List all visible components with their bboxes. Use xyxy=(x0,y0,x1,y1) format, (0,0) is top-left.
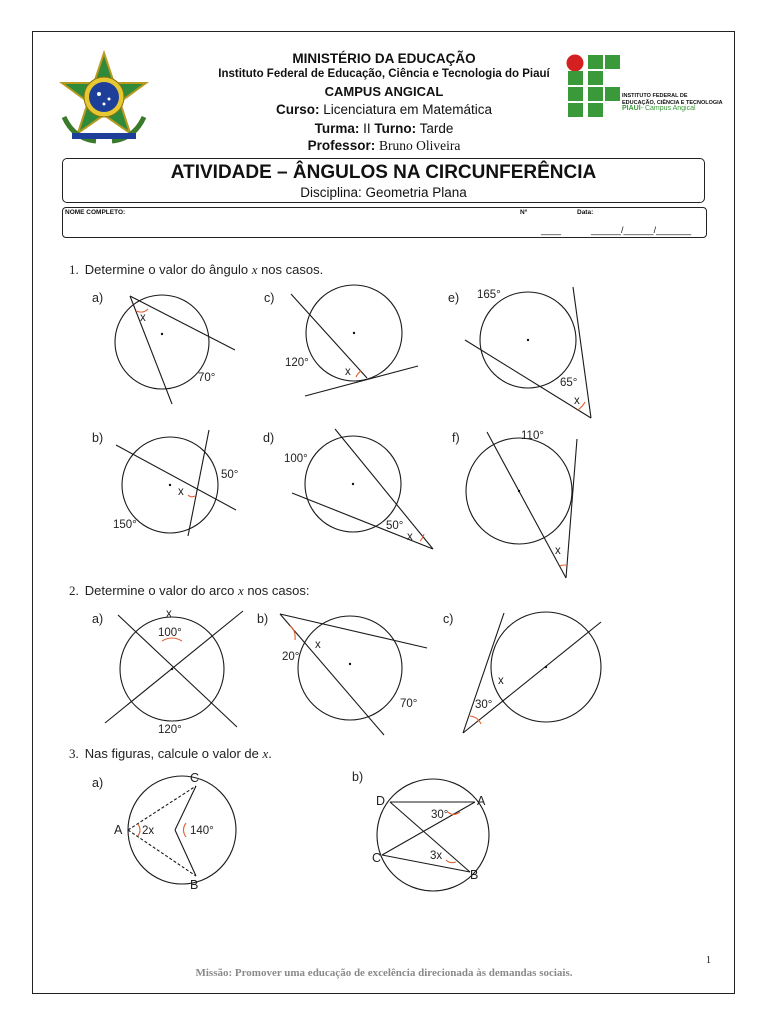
question-1-var: x xyxy=(251,262,258,277)
professor-value: Bruno Oliveira xyxy=(378,138,461,153)
figure-q1-b-tag: b) xyxy=(92,431,104,445)
question-3-text: Nas figuras, calcule o valor de xyxy=(84,746,263,761)
figure-q2-c-tag: c) xyxy=(443,612,454,626)
figure-q2-c-angle: 30° xyxy=(475,699,493,711)
campus-heading: CAMPUS ANGICAL xyxy=(324,84,444,99)
ifpi-logo-line1: INSTITUTO FEDERAL DE xyxy=(622,93,688,99)
figure-q2-b-arcx: x xyxy=(315,639,321,651)
figure-q3-b xyxy=(352,770,489,891)
figure-q2-a-tag: a) xyxy=(92,612,104,626)
question-2-var: x xyxy=(237,583,244,598)
figure-q2-b xyxy=(257,612,427,735)
figure-q2-c xyxy=(443,612,601,733)
figure-q3-a-tag: a) xyxy=(92,776,104,790)
figure-q1-b xyxy=(92,430,238,536)
professor-label: Professor: xyxy=(307,138,376,153)
figure-q3-b-point-c: C xyxy=(372,851,382,865)
course-label: Curso: xyxy=(275,102,320,117)
figure-q1-d-tag: d) xyxy=(263,431,275,445)
page-number: 1 xyxy=(706,955,711,966)
question-1-text: Determine o valor do ângulo xyxy=(84,262,252,277)
class-value: II xyxy=(363,121,371,136)
figure-q1-f-angle: x xyxy=(555,545,561,557)
figure-q3-b-angle-x: 3x xyxy=(430,850,443,862)
figure-q1-b-arc2: 150° xyxy=(113,519,137,531)
figure-q3-a-angle: 140° xyxy=(190,825,214,837)
question-3-var: x xyxy=(262,746,269,761)
activity-title: ATIVIDADE – ÂNGULOS NA CIRCUNFERÊNCIA xyxy=(170,162,597,183)
class-label: Turma: xyxy=(314,121,360,136)
figure-q1-a xyxy=(92,291,235,404)
figure-q2-a xyxy=(92,608,243,736)
figure-q2-a-arcx: x xyxy=(166,608,172,620)
figure-q1-b-angle: x xyxy=(178,486,184,498)
figure-q1-e-tag: e) xyxy=(448,291,460,305)
figure-q3-a-point-c: C xyxy=(190,771,200,785)
date-label: Data: xyxy=(577,209,594,216)
number-field[interactable]: ____ xyxy=(541,225,562,235)
figure-q3-b-point-b: B xyxy=(470,868,479,882)
figure-q3-b-tag: b) xyxy=(352,770,364,784)
question-1-text-end: nos casos. xyxy=(257,262,324,277)
figure-q1-c xyxy=(264,285,418,396)
figure-q1-e-angle: x xyxy=(574,395,580,407)
figure-q3-b-point-a: A xyxy=(477,794,486,808)
ifpi-logo-line3: PIAUÍ xyxy=(622,105,641,112)
ministry-heading: MINISTÉRIO DA EDUCAÇÃO xyxy=(292,51,476,66)
discipline-label: Disciplina: Geometria Plana xyxy=(300,185,467,200)
figure-q1-f-tag: f) xyxy=(452,431,460,445)
question-3-text-end: . xyxy=(268,746,272,761)
figure-q1-a-arc: 70° xyxy=(198,372,216,384)
question-3-number: 3. xyxy=(69,746,79,761)
figure-q3-a-point-b: B xyxy=(190,878,199,892)
question-2-number: 2. xyxy=(69,583,79,598)
date-field[interactable]: ______/______/_______ xyxy=(591,225,692,235)
figure-q2-b-arc: 70° xyxy=(400,698,418,710)
shift-label: Turno: xyxy=(374,121,417,136)
ifpi-logo-line2: EDUCAÇÃO, CIÊNCIA E TECNOLOGIA xyxy=(622,99,723,106)
figure-q1-a-angle: x xyxy=(140,312,146,324)
figure-q1-a-tag: a) xyxy=(92,291,104,305)
figure-q1-f-arc: 110° xyxy=(521,430,544,442)
figure-q1-e-angle2: 65° xyxy=(560,377,578,389)
figure-q3-b-angle: 30° xyxy=(431,809,449,821)
figure-q3-a xyxy=(92,771,236,892)
course-value: Licenciatura em Matemática xyxy=(323,102,493,117)
shift-value: Tarde xyxy=(419,121,454,136)
figure-q1-d-angle2: 50° xyxy=(386,520,404,532)
figure-q1-f xyxy=(452,430,577,578)
figure-q2-a-arc: 120° xyxy=(158,724,182,736)
figure-q3-a-point-a: A xyxy=(114,823,123,837)
question-2-text-end: nos casos: xyxy=(243,583,310,598)
figure-q1-d xyxy=(263,429,433,549)
figure-q3-b-point-d: D xyxy=(376,794,386,808)
question-1-number: 1. xyxy=(69,262,79,277)
figure-q1-d-arc1: 100° xyxy=(284,453,308,465)
figure-q3-a-angle-x: 2x xyxy=(142,825,155,837)
figure-q1-b-arc1: 50° xyxy=(221,469,239,481)
figure-q1-e xyxy=(448,287,591,418)
figure-q1-c-angle: x xyxy=(345,366,351,378)
number-label: Nº xyxy=(520,209,528,216)
name-label: NOME COMPLETO: xyxy=(65,209,126,216)
figure-q1-d-angle: x xyxy=(407,531,413,543)
figure-q1-c-tag: c) xyxy=(264,291,275,305)
figure-q2-c-arcx: x xyxy=(498,675,504,687)
ifpi-logo-campus: - Campus Angical xyxy=(640,105,696,112)
figure-q1-c-arc: 120° xyxy=(285,357,309,369)
figure-q2-b-tag: b) xyxy=(257,612,269,626)
institute-heading: Instituto Federal de Educação, Ciência e Tecnologia do Piauí xyxy=(218,68,550,80)
figure-q2-a-angle: 100° xyxy=(158,627,182,639)
figure-q2-b-angle: 20° xyxy=(282,651,300,663)
mission-footer: Missão: Promover uma educação de excelência direcionada às demandas sociais. xyxy=(195,967,573,979)
figure-q1-e-arc: 165° xyxy=(477,289,501,301)
question-2-text: Determine o valor do arco xyxy=(84,583,238,598)
